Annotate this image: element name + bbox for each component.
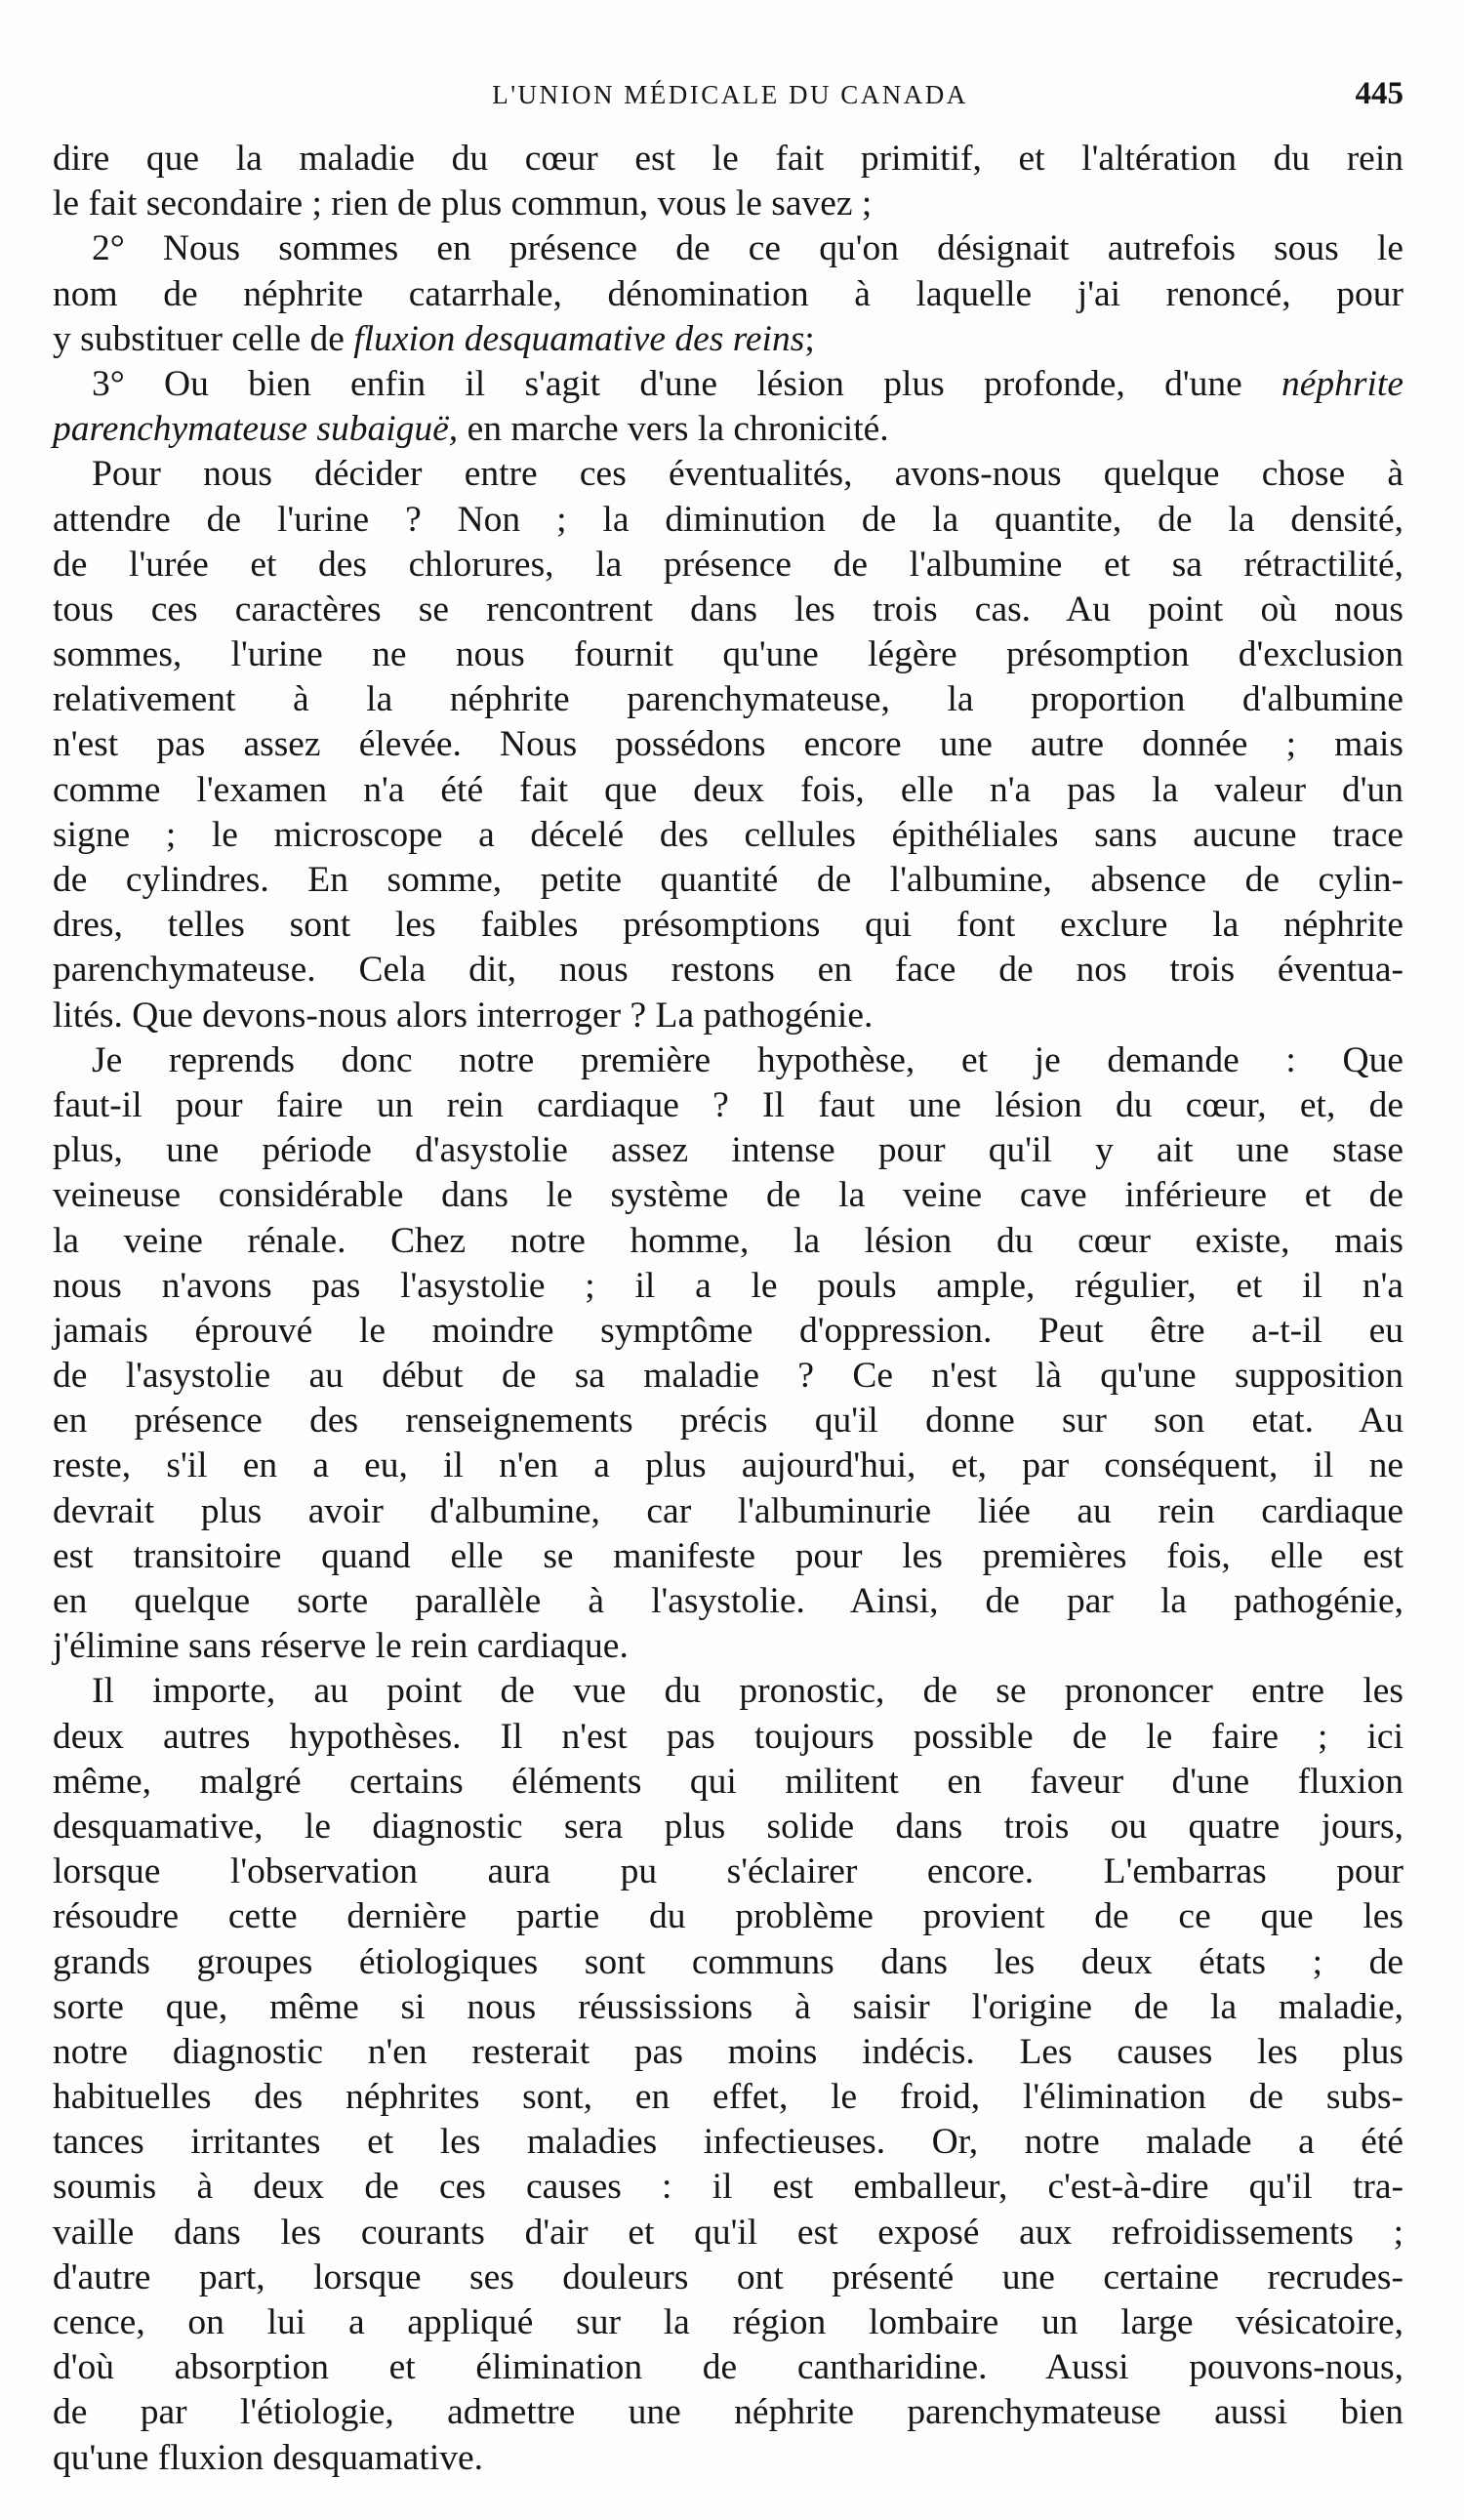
- text-segment: cence, on lui a appliqué sur la région lombaire un large vésicatoire,: [53, 2302, 1403, 2342]
- text-line: [53, 2030, 1403, 2075]
- text-segment: reste, s'il en a eu, il n'en a plus aujourd'hui, et, par conséquent, il ne: [53, 1445, 1403, 1486]
- text-line: [53, 1805, 1403, 1849]
- text-line: [53, 1309, 1403, 1354]
- text-line: [53, 1579, 1403, 1624]
- text-line: [53, 768, 1403, 813]
- text-line: [53, 677, 1403, 722]
- text-segment: tances irritantes et les maladies infectieuses. Or, notre malade a été: [53, 2122, 1403, 2163]
- text-line: [53, 588, 1403, 632]
- text-line: [53, 137, 1403, 182]
- text-segment: devrait plus avoir d'albumine, car l'albuminurie liée au rein cardiaque: [53, 1490, 1403, 1531]
- text-segment: grands groupes étiologiques sont communs dans les deux états ; de: [53, 1941, 1403, 1982]
- text-segment: sommes, l'urine ne nous fournit qu'une légère présomption d'exclusion: [53, 634, 1403, 675]
- text-line: [53, 498, 1403, 543]
- text-line: [53, 2390, 1403, 2435]
- text-segment: résoudre cette dernière partie du problème provient de ce que les: [53, 1896, 1403, 1937]
- text-segment: lités. Que devons-nous alors interroger ? La pathogénie.: [53, 995, 874, 1036]
- text-segment: comme l'examen n'a été fait que deux fois, elle n'a pas la valeur d'un: [53, 769, 1403, 810]
- text-line: [53, 722, 1403, 767]
- text-segment: signe ; le microscope a décelé des cellules épithéliales sans aucune trace: [53, 814, 1403, 855]
- text-segment: 3° Ou bien enfin il s'agit d'une lésion plus profonde, d'une: [92, 363, 1282, 404]
- text-line: [53, 317, 1403, 362]
- text-segment: notre diagnostic n'en resterait pas moins indécis. Les causes les plus: [53, 2031, 1403, 2072]
- text-line: [53, 543, 1403, 588]
- text-line: [53, 272, 1403, 317]
- text-segment: n'est pas assez élevée. Nous possédons encore une autre donnée ; mais: [53, 724, 1403, 765]
- text-segment: nom de néphrite catarrhale, dénomination à laquelle j'ai renoncé, pour: [53, 273, 1403, 314]
- text-line: [53, 1083, 1403, 1128]
- text-line: [53, 2120, 1403, 2165]
- text-segment: faut-il pour faire un rein cardiaque ? Il faut une lésion du cœur, et, de: [53, 1084, 1403, 1125]
- text-line: [53, 632, 1403, 677]
- text-line: [53, 1489, 1403, 1534]
- text-segment: tous ces caractères se rencontrent dans les trois cas. Au point où nous: [53, 589, 1403, 630]
- text-line: [53, 1940, 1403, 1985]
- text-line: [53, 994, 1403, 1038]
- text-segment: lorsque l'observation aura pu s'éclairer encore. L'embarras pour: [53, 1851, 1403, 1892]
- text-line: [53, 1354, 1403, 1399]
- running-title: L'UNION MÉDICALE DU CANADA: [492, 80, 968, 109]
- text-line: [53, 1669, 1403, 1714]
- text-line: [53, 948, 1403, 993]
- text-line: [53, 2075, 1403, 2120]
- text-segment: qu'une fluxion desquamative.: [53, 2437, 484, 2478]
- text-line: [53, 452, 1403, 497]
- text-segment: jamais éprouvé le moindre symptôme d'oppression. Peut être a-t-il eu: [53, 1310, 1403, 1351]
- text-line: [53, 226, 1403, 271]
- text-segment: de l'asystolie au début de sa maladie ? Ce n'est là qu'une supposition: [53, 1356, 1403, 1397]
- text-line: [53, 858, 1403, 903]
- text-line: [53, 2436, 1403, 2481]
- text-segment: de l'urée et des chlorures, la présence de l'albumine et sa rétractilité,: [53, 544, 1403, 585]
- text-segment: en présence des renseignements précis qu'il donne sur son etat. Au: [53, 1401, 1403, 1442]
- text-segment: relativement à la néphrite parenchymateuse, la proportion d'albumine: [53, 679, 1403, 720]
- italic-text: fluxion desquamative des reins: [353, 318, 805, 359]
- text-segment: ;: [804, 318, 815, 359]
- text-segment: desquamative, le diagnostic sera plus solide dans trois ou quatre jours,: [53, 1806, 1403, 1847]
- text-segment: Pour nous décider entre ces éventualités, avons-nous quelque chose à: [92, 454, 1403, 495]
- text-segment: en marche vers la chronicité.: [458, 409, 889, 450]
- body-text: [53, 137, 1403, 2481]
- text-line: [53, 1534, 1403, 1579]
- text-segment: est transitoire quand elle se manifeste pour les premières fois, elle est: [53, 1535, 1403, 1576]
- text-line: [53, 1624, 1403, 1669]
- text-line: [53, 1894, 1403, 1939]
- text-line: [53, 2345, 1403, 2390]
- text-segment: la veine rénale. Chez notre homme, la lésion du cœur existe, mais: [53, 1220, 1403, 1261]
- text-segment: habituelles des néphrites sont, en effet, le froid, l'élimination de subs-: [53, 2077, 1403, 2118]
- text-segment: vaille dans les courants d'air et qu'il est exposé aux refroidissements ;: [53, 2212, 1403, 2253]
- text-segment: y substituer celle de: [53, 318, 354, 359]
- italic-text: néphrite: [1281, 363, 1403, 404]
- text-segment: soumis à deux de ces causes : il est emballeur, c'est-à-dire qu'il tra-: [53, 2167, 1403, 2208]
- text-line: [53, 1760, 1403, 1805]
- text-line: [53, 2300, 1403, 2345]
- text-segment: même, malgré certains éléments qui militent en faveur d'une fluxion: [53, 1761, 1403, 1802]
- text-segment: le fait secondaire ; rien de plus commun, vous le savez ;: [53, 183, 873, 224]
- text-segment: d'où absorption et élimination de cantharidine. Aussi pouvons-nous,: [53, 2347, 1403, 2388]
- text-segment: de cylindres. En somme, petite quantité de l'albumine, absence de cylin-: [53, 860, 1403, 900]
- text-segment: 2° Nous sommes en présence de ce qu'on désignait autrefois sous le: [92, 228, 1403, 269]
- text-segment: de par l'étiologie, admettre une néphrite parenchymateuse aussi bien: [53, 2392, 1403, 2433]
- italic-text: parenchymateuse subaiguë,: [53, 409, 459, 450]
- text-line: [53, 1399, 1403, 1443]
- text-line: [53, 2165, 1403, 2210]
- text-line: [53, 182, 1403, 226]
- text-segment: j'élimine sans réserve le rein cardiaque.: [53, 1626, 629, 1667]
- text-segment: d'autre part, lorsque ses douleurs ont présenté une certaine recrudes-: [53, 2256, 1403, 2297]
- text-segment: plus, une période d'asystolie assez intense pour qu'il y ait une stase: [53, 1130, 1403, 1171]
- text-segment: dres, telles sont les faibles présomptions qui font exclure la néphrite: [53, 905, 1403, 946]
- text-line: [53, 903, 1403, 948]
- text-line: [53, 1173, 1403, 1218]
- text-segment: sorte que, même si nous réussissions à saisir l'origine de la maladie,: [53, 1986, 1403, 2027]
- text-segment: veineuse considérable dans le système de la veine cave inférieure et de: [53, 1175, 1403, 1216]
- text-segment: Il importe, au point de vue du pronostic, de se prononcer entre les: [92, 1671, 1403, 1712]
- text-segment: en quelque sorte parallèle à l'asystolie. Ainsi, de par la pathogénie,: [53, 1581, 1403, 1621]
- text-segment: nous n'avons pas l'asystolie ; il a le pouls ample, régulier, et il n'a: [53, 1265, 1403, 1306]
- text-line: [53, 407, 1403, 452]
- page-number: 445: [1355, 76, 1403, 111]
- text-line: [53, 1849, 1403, 1894]
- text-segment: dire que la maladie du cœur est le fait primitif, et l'altération du rein: [53, 139, 1403, 179]
- text-segment: Je reprends donc notre première hypothèse, et je demande : Que: [92, 1039, 1403, 1080]
- text-line: [53, 1219, 1403, 1264]
- text-line: [53, 813, 1403, 858]
- text-line: [53, 1264, 1403, 1309]
- text-line: [53, 1038, 1403, 1083]
- text-line: [53, 1985, 1403, 2030]
- text-segment: attendre de l'urine ? Non ; la diminution de la quantite, de la densité,: [53, 499, 1403, 540]
- text-line: [53, 1128, 1403, 1173]
- text-line: [53, 1715, 1403, 1760]
- text-line: [53, 362, 1403, 407]
- text-segment: parenchymateuse. Cela dit, nous restons en face de nos trois éventua-: [53, 950, 1403, 991]
- text-line: [53, 1443, 1403, 1488]
- text-line: [53, 2256, 1403, 2300]
- text-line: [53, 2211, 1403, 2256]
- running-head: [57, 76, 1403, 119]
- text-segment: deux autres hypothèses. Il n'est pas toujours possible de le faire ; ici: [53, 1716, 1403, 1757]
